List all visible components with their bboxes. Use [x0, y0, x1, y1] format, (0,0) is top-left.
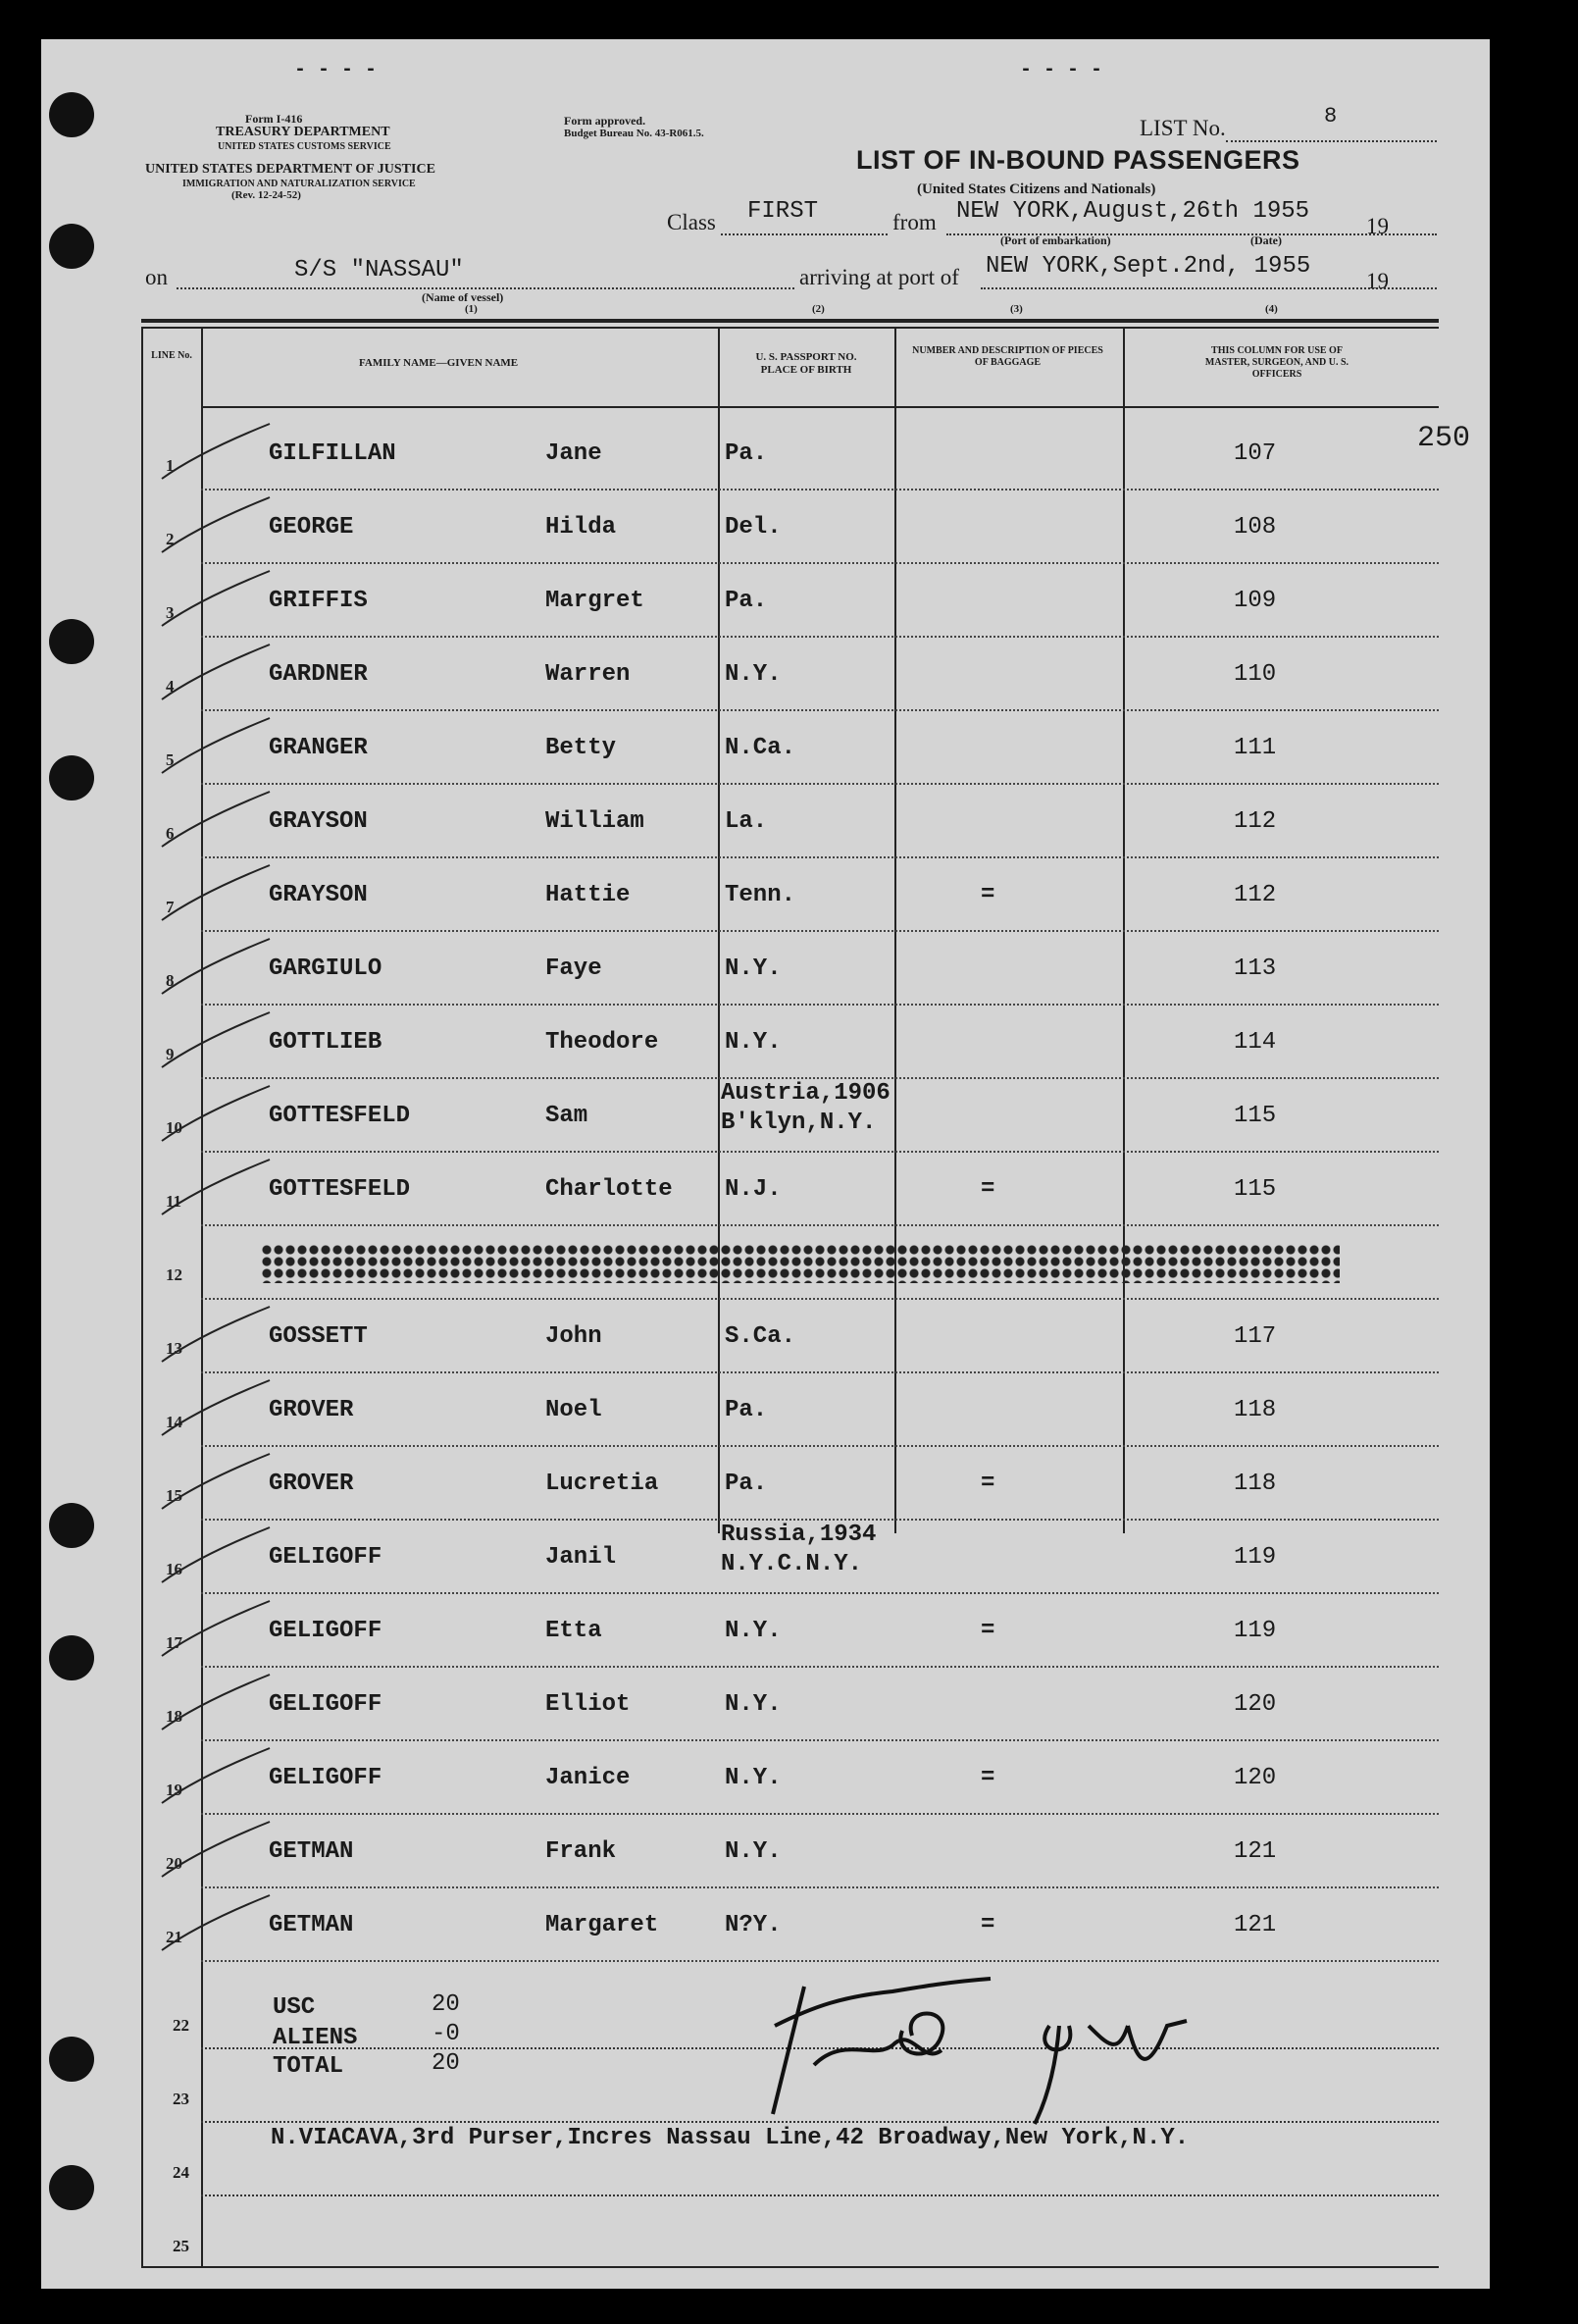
column-number-4: (4) — [1265, 303, 1278, 315]
table-row — [0, 1079, 1578, 1153]
given-name: Jane — [545, 440, 602, 467]
line-number: 18 — [166, 1707, 182, 1726]
baggage-ditto: = — [981, 1471, 995, 1497]
family-name: GOTTESFELD — [269, 1176, 411, 1203]
officer-number: 120 — [1234, 1765, 1277, 1791]
officer-number: 117 — [1234, 1323, 1277, 1350]
family-name: GETMAN — [269, 1838, 354, 1865]
punch-hole — [49, 224, 94, 269]
column-number-2: (2) — [812, 303, 825, 315]
baggage-ditto: = — [981, 1765, 995, 1791]
check-mark — [157, 643, 275, 701]
line-number: 10 — [166, 1118, 182, 1137]
from-label: from — [892, 210, 937, 234]
place-of-birth: Pa. — [725, 1397, 768, 1423]
officer-number: 119 — [1234, 1544, 1277, 1571]
given-name: Frank — [545, 1838, 617, 1865]
year-prefix-arrival: 19 — [1366, 269, 1389, 293]
line-number: 22 — [173, 2016, 189, 2035]
form-approved: Form approved. — [564, 114, 646, 128]
line-number: 1 — [166, 456, 175, 475]
family-name: GRAYSON — [269, 882, 368, 908]
place-of-birth: Pa. — [725, 1471, 768, 1497]
place-of-birth: Russia,1934 — [721, 1522, 877, 1548]
place-of-birth: N.Y. — [725, 661, 782, 688]
officer-number: 115 — [1234, 1176, 1277, 1203]
family-name: GOTTESFELD — [269, 1103, 411, 1129]
table-row — [0, 1594, 1578, 1668]
column-number-3: (3) — [1010, 303, 1023, 315]
header-line-no: LINE No. — [151, 350, 192, 361]
line-number: 5 — [166, 750, 175, 769]
line-number: 11 — [166, 1192, 182, 1211]
punch-hole — [49, 2165, 94, 2210]
check-mark — [157, 1893, 275, 1952]
table-row — [0, 1741, 1578, 1815]
given-name: Hilda — [545, 514, 617, 541]
table-row — [0, 1153, 1578, 1226]
given-name: John — [545, 1323, 602, 1350]
table-row — [0, 1888, 1578, 1962]
family-name: GROVER — [269, 1397, 354, 1423]
place-of-birth: Del. — [725, 514, 782, 541]
place-of-birth: N?Y. — [725, 1912, 782, 1938]
check-mark — [157, 863, 275, 922]
officer-number: 108 — [1234, 514, 1277, 541]
table-row — [0, 491, 1578, 564]
table-row — [0, 564, 1578, 638]
line-number: 6 — [166, 824, 175, 843]
treasury-department: TREASURY DEPARTMENT — [216, 125, 390, 139]
table-row — [0, 785, 1578, 858]
document-subtitle: (United States Citizens and Nationals) — [917, 181, 1156, 197]
check-mark — [157, 937, 275, 996]
table-row — [0, 1006, 1578, 1079]
place-of-birth: La. — [725, 808, 768, 835]
line-number: 23 — [173, 2090, 189, 2108]
check-mark — [157, 790, 275, 849]
arriving-label: arriving at port of — [799, 265, 959, 289]
family-name: GELIGOFF — [269, 1618, 382, 1644]
total-label: TOTAL — [273, 2053, 344, 2080]
check-mark — [157, 569, 275, 628]
officer-number: 109 — [1234, 588, 1277, 614]
punch-hole — [49, 2037, 94, 2082]
place-of-birth-second: N.Y.C.N.Y. — [721, 1551, 863, 1577]
line-number: 2 — [166, 530, 175, 548]
line-number: 14 — [166, 1413, 182, 1431]
header-name: FAMILY NAME—GIVEN NAME — [359, 357, 519, 369]
document-title: LIST OF IN-BOUND PASSENGERS — [856, 145, 1300, 175]
officer-number: 120 — [1234, 1691, 1277, 1718]
table-row — [0, 1815, 1578, 1888]
usc-label: USC — [273, 1994, 316, 2021]
given-name: Sam — [545, 1103, 588, 1129]
officer-number: 119 — [1234, 1618, 1277, 1644]
place-of-birth: N.Ca. — [725, 735, 796, 761]
given-name: Elliot — [545, 1691, 631, 1718]
given-name: Warren — [545, 661, 631, 688]
date-caption: (Date) — [1250, 233, 1282, 247]
revision-date: (Rev. 12-24-52) — [231, 189, 301, 201]
usc-count: 20 — [432, 1991, 460, 2018]
family-name: GRANGER — [269, 735, 368, 761]
table-row — [0, 1447, 1578, 1521]
purser-line: N.VIACAVA,3rd Purser,Incres Nassau Line,42 Broadway,New York,N.Y. — [271, 2125, 1190, 2151]
check-mark — [157, 495, 275, 554]
check-mark — [157, 1010, 275, 1069]
officer-number: 112 — [1234, 808, 1277, 835]
line-number: 7 — [166, 898, 175, 916]
family-name: GELIGOFF — [269, 1765, 382, 1791]
family-name: GEORGE — [269, 514, 354, 541]
baggage-ditto: = — [981, 1912, 995, 1938]
header-officers: THIS COLUMN FOR USE OF MASTER, SURGEON, AND U. S. OFFICERS — [1204, 345, 1349, 380]
line-number: 24 — [173, 2163, 189, 2182]
place-of-birth-second: B'klyn,N.Y. — [721, 1110, 877, 1136]
top-dash-mark: - - - - — [294, 59, 378, 81]
check-mark — [157, 1084, 275, 1143]
check-mark — [157, 1378, 275, 1437]
family-name: GELIGOFF — [269, 1544, 382, 1571]
line-number: 9 — [166, 1045, 175, 1063]
given-name: Hattie — [545, 882, 631, 908]
baggage-ditto: = — [981, 1176, 995, 1203]
header-passport: U. S. PASSPORT NO. PLACE OF BIRTH — [755, 351, 857, 376]
family-name: GILFILLAN — [269, 440, 396, 467]
check-mark — [157, 1599, 275, 1658]
table-row — [0, 711, 1578, 785]
table-row — [0, 1521, 1578, 1594]
given-name: Faye — [545, 955, 602, 982]
given-name: Janil — [545, 1544, 617, 1571]
table-row — [0, 638, 1578, 711]
form-number: Form I-416 — [245, 112, 303, 126]
line-number: 13 — [166, 1339, 182, 1358]
check-mark — [157, 1158, 275, 1216]
aliens-count: -0 — [432, 2021, 460, 2047]
table-row — [0, 1226, 1578, 1300]
check-mark — [157, 422, 275, 481]
officer-number: 121 — [1234, 1912, 1277, 1938]
place-of-birth: Pa. — [725, 440, 768, 467]
check-mark — [157, 1673, 275, 1731]
class-value: FIRST — [747, 198, 819, 225]
table-row — [0, 858, 1578, 932]
check-mark — [157, 1525, 275, 1584]
given-name: Noel — [545, 1397, 602, 1423]
place-of-birth: N.Y. — [725, 1838, 782, 1865]
line-number: 19 — [166, 1781, 182, 1799]
check-mark — [157, 1820, 275, 1879]
year-prefix: 19 — [1366, 214, 1389, 238]
top-dash-mark: - - - - — [1020, 59, 1103, 81]
total-count: 20 — [432, 2050, 460, 2077]
baggage-ditto: = — [981, 1618, 995, 1644]
vessel-name: S/S "NASSAU" — [294, 257, 464, 284]
place-of-birth: N.Y. — [725, 1691, 782, 1718]
check-mark — [157, 1452, 275, 1511]
place-of-birth: S.Ca. — [725, 1323, 796, 1350]
family-name: GARGIULO — [269, 955, 382, 982]
vessel-caption: (Name of vessel) — [422, 290, 504, 304]
table-row — [0, 417, 1578, 491]
budget-bureau: Budget Bureau No. 43-R061.5. — [564, 128, 704, 139]
given-name: Margaret — [545, 1912, 659, 1938]
family-name: GRIFFIS — [269, 588, 368, 614]
page-number: 250 — [1417, 422, 1471, 455]
given-name: Lucretia — [545, 1471, 659, 1497]
table-header-bottom — [201, 406, 1439, 408]
place-of-birth: N.J. — [725, 1176, 782, 1203]
given-name: Charlotte — [545, 1176, 673, 1203]
family-name: GOSSETT — [269, 1323, 368, 1350]
line-number: 20 — [166, 1854, 182, 1873]
line-number: 3 — [166, 603, 175, 622]
class-label: Class — [667, 210, 716, 234]
table-top-border-inner — [141, 327, 1439, 329]
family-name: GROVER — [269, 1471, 354, 1497]
family-name: GELIGOFF — [269, 1691, 382, 1718]
line-number: 15 — [166, 1486, 182, 1505]
check-mark — [157, 1305, 275, 1364]
place-of-birth: N.Y. — [725, 1618, 782, 1644]
given-name: Betty — [545, 735, 617, 761]
line-number: 17 — [166, 1633, 182, 1652]
place-of-birth: Austria,1906 — [721, 1080, 891, 1107]
embarkation-port-date: NEW YORK,August,26th 1955 — [956, 198, 1310, 225]
port-caption: (Port of embarkation) — [1000, 233, 1111, 247]
table-row — [0, 1373, 1578, 1447]
aliens-label: ALIENS — [273, 2025, 358, 2051]
customs-service: UNITED STATES CUSTOMS SERVICE — [218, 141, 391, 152]
officer-number: 118 — [1234, 1471, 1277, 1497]
line-number: 8 — [166, 971, 175, 990]
arrival-port-date: NEW YORK,Sept.2nd, 1955 — [986, 253, 1311, 280]
table-row — [0, 1300, 1578, 1373]
place-of-birth: N.Y. — [725, 1029, 782, 1056]
row-rule — [201, 1960, 1439, 1962]
family-name: GRAYSON — [269, 808, 368, 835]
officer-number: 118 — [1234, 1397, 1277, 1423]
given-name: Margret — [545, 588, 644, 614]
list-label: LIST No. — [1140, 116, 1226, 140]
officer-number: 113 — [1234, 955, 1277, 982]
place-of-birth: Pa. — [725, 588, 768, 614]
officer-number: 114 — [1234, 1029, 1277, 1056]
table-bottom-border — [141, 2266, 1439, 2268]
table-row — [0, 1668, 1578, 1741]
given-name: Janice — [545, 1765, 631, 1791]
vessel-caption-number: (1) — [465, 303, 478, 315]
officer-number: 107 — [1234, 440, 1277, 467]
line-number: 16 — [166, 1560, 182, 1578]
officer-number: 115 — [1234, 1103, 1277, 1129]
place-of-birth: Tenn. — [725, 882, 796, 908]
officer-number: 111 — [1234, 735, 1277, 761]
family-name: GARDNER — [269, 661, 368, 688]
baggage-ditto: = — [981, 882, 995, 908]
punch-hole — [49, 92, 94, 137]
officer-number: 110 — [1234, 661, 1277, 688]
given-name: Etta — [545, 1618, 602, 1644]
line-number: 4 — [166, 677, 175, 696]
department-of-justice: UNITED STATES DEPARTMENT OF JUSTICE — [145, 162, 435, 177]
table-row — [0, 932, 1578, 1006]
header-baggage: NUMBER AND DESCRIPTION OF PIECES OF BAGGAGE — [912, 345, 1103, 368]
struck-out-entry — [261, 1244, 1340, 1283]
family-name: GOTTLIEB — [269, 1029, 382, 1056]
line-number: 21 — [166, 1928, 182, 1946]
place-of-birth: N.Y. — [725, 955, 782, 982]
family-name: GETMAN — [269, 1912, 354, 1938]
on-label: on — [145, 265, 168, 289]
line-number: 12 — [166, 1265, 182, 1284]
check-mark — [157, 1746, 275, 1805]
given-name: William — [545, 808, 644, 835]
list-number: 8 — [1324, 104, 1338, 129]
place-of-birth: N.Y. — [725, 1765, 782, 1791]
ins-service: IMMIGRATION AND NATURALIZATION SERVICE — [182, 179, 416, 189]
table-top-border — [141, 319, 1439, 323]
officer-number: 121 — [1234, 1838, 1277, 1865]
line-number: 25 — [173, 2237, 189, 2255]
given-name: Theodore — [545, 1029, 659, 1056]
officer-number: 112 — [1234, 882, 1277, 908]
check-mark — [157, 716, 275, 775]
handwritten-signature — [755, 1967, 1206, 2134]
